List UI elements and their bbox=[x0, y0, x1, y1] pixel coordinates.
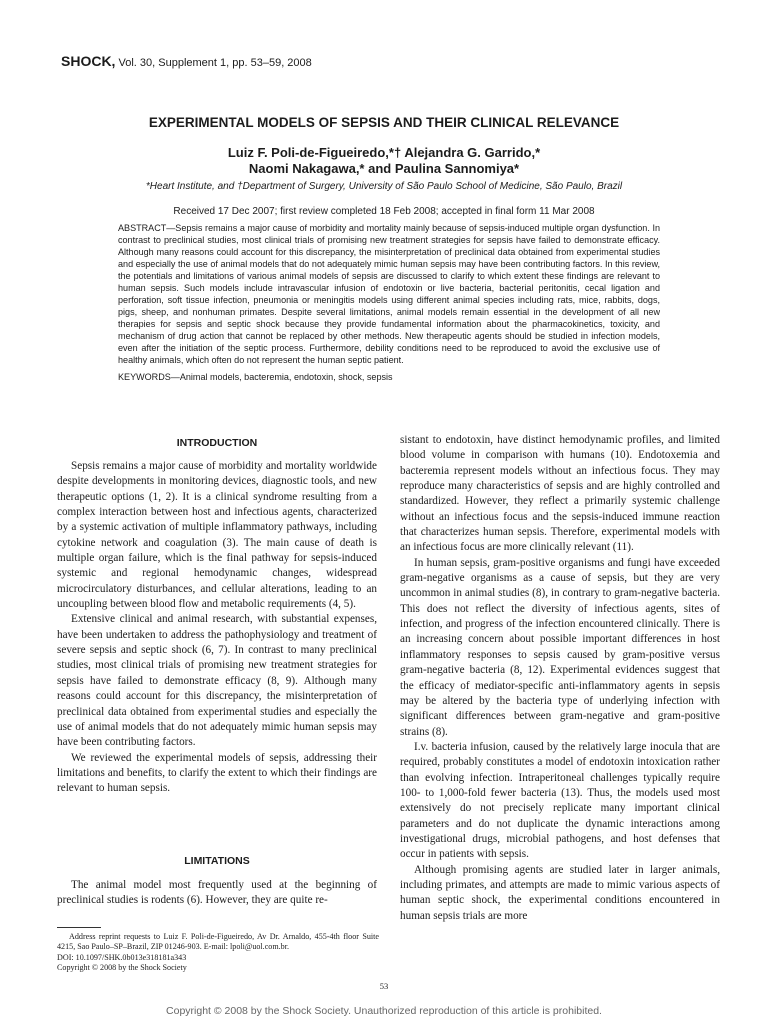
paragraph: I.v. bacteria infusion, caused by the relatively large inocula that are required, probably constitutes a model of endotoxin intoxication rather than evolving infection. Intraperitoneal challenges typically require 100- to 1,000-fold fewer bacteria (13). Thus, the models used most extensively do not precisely replicate many important clinical parameters and do not duplicate the dynamic interactions among investigational drugs, microbial pathogens, and host defenses that occur in patients with sepsis. bbox=[400, 740, 720, 861]
left-column-introduction bbox=[57, 459, 377, 797]
paragraph: Although promising agents are studied later in larger animals, including primates, and attempts are made to mimic various aspects of human septic shock, the experimental conditions encountered in human sepsis trials are more bbox=[400, 863, 720, 922]
paragraph: sistant to endotoxin, have distinct hemodynamic profiles, and limited blood volume in comparison with humans (10). Endotoxemia and bacteremia represent models without an infectious focus. They may reproduce many characteristics of sepsis and are highly controlled and standardized. However, they reflect a primarily systemic challenge without an infectious focus and the sepsis-induced immune reaction that characterizes human sepsis. Therefore, experimental models with an infectious focus are more clinically relevant (11). bbox=[400, 434, 720, 554]
paragraph: In human sepsis, gram-positive organisms and fungi have exceeded gram-negative organisms as a cause of sepsis, but they are very uncommon in animal studies (8), in contrary to gram-negative bacteria. This does not reflect the diversity of infectious agents, sites of infection, and progress of the infection encountered clinically. There is an increasing concern about possible important differences in host inflammatory responses to sepsis caused by gram-positive versus gram-negative bacteria (8, 12). Experimental evidences suggest that the efficacy of mediator-specific anti-inflammatory agents in sepsis may be altered by the bacteria type of underlying infection with significant differences between gram-negative and gram-positive strains (8). bbox=[400, 556, 720, 738]
journal-citation bbox=[61, 53, 312, 69]
footnote bbox=[57, 932, 379, 973]
author-line-2: Naomi Nakagawa,* and Paulina Sannomiya* bbox=[248, 161, 520, 176]
page-number: 53 bbox=[379, 981, 389, 991]
paragraph: The animal model most frequently used at the beginning of preclinical studies is rodents (6). However, they are quite re- bbox=[57, 879, 377, 907]
author-list bbox=[0, 145, 768, 177]
footnote-copyright: Copyright © 2008 by the Shock Society bbox=[57, 962, 187, 972]
left-column-limitations bbox=[57, 878, 377, 909]
volume-info: Vol. 30, Supplement 1, pp. 53–59, 2008 bbox=[115, 57, 312, 69]
journal-name: SHOCK, bbox=[61, 53, 116, 69]
received-dates: Received 17 Dec 2007; first review completed 18 Feb 2008; accepted in final form 11 Mar 2008 bbox=[173, 206, 595, 217]
footnote-divider bbox=[57, 927, 101, 928]
reprint-address: Address reprint requests to Luiz F. Poli-de-Figueiredo, Av Dr. Arnaldo, 455-4th floor Suite 4215, Sao Paulo–SP–Brazil, ZIP 01246-903. E-mail: lpoli@uol.com.br. bbox=[57, 932, 379, 952]
doi: DOI: 10.1097/SHK.0b013e318181a343 bbox=[57, 952, 187, 962]
abstract: ABSTRACT—Sepsis remains a major cause of morbidity and mortality mainly because of sepsis-induced multiple organ dysfunction. In contrast to preclinical studies, most clinical trials of promising new treatment strategies for sepsis have failed to demonstrate efficacy. Although many reasons could account for this discrepancy, the misinterpretation of preclinical data obtained from experimental studies and especially the use of animal models that do not adequately mimic human sepsis may have been contributing factors. In this review, the potentials and limitations of various animal models of sepsis are discussed to clarify to which extent these findings are relevant to human sepsis. Such models include intravascular infusion of endotoxin or live bacteria, bacterial peritonitis, cecal ligation and perforation, soft tissue infection, pneumonia or meningitis models using different animal species including rats, mice, rabbits, dogs, pigs, sheep, and nonhuman primates. Despite several limitations, animal models remain essential in the development of all new therapies for sepsis and septic shock because they provide fundamental information about the pharmacokinetics, toxicity, and mechanism of drug action that cannot be replaced by other methods. New therapeutic agents should be studied in infection models, even after the initiation of the septic process. Furthermore, debility conditions need to be reproduced to avoid the exclusive use of healthy animals, which often do not represent the human septic patient. bbox=[118, 223, 660, 365]
copyright-banner: Copyright © 2008 by the Shock Society. Unauthorized reproduction of this article is prohibited. bbox=[166, 1005, 602, 1017]
section-heading-limitations: LIMITATIONS bbox=[184, 855, 250, 867]
author-affiliation: *Heart Institute, and †Department of Surgery, University of São Paulo School of Medicine, São Paulo, Brazil bbox=[145, 181, 623, 192]
paragraph: Sepsis remains a major cause of morbidity and mortality worldwide despite developments in monitoring devices, diagnostic tools, and new therapeutic options (1, 2). It is a clinical syndrome resulting from a complex interaction between host and infectious agents, characterized by a systemic activation of multiple inflammatory pathways, including cytokine network and coagulation (3). The main cause of death is multiple organ failure, which is the final pathway for sepsis-induced systemic and regional hemodynamic changes, widespread microcirculatory disturbances, and cellular alterations, leading to an uncoupling between blood flow and metabolic requirements (4, 5). bbox=[57, 460, 377, 611]
paragraph: Extensive clinical and animal research, with substantial expenses, have been undertaken to address the pathophysiology and treatment of severe sepsis and septic shock (6, 7). In contrast to many preclinical studies, most clinical trials of promising new treatment strategies for sepsis have failed to demonstrate efficacy (8, 9). Although many reasons could account for this discrepancy, the misinterpretation of preclinical data obtained from experimental studies and especially the use of animal models that do not adequately mimic human sepsis may have been contributing factors. bbox=[57, 613, 377, 749]
paragraph: We reviewed the experimental models of sepsis, addressing their limitations and benefits, to clarify the extent to which their findings are relevant to human sepsis. bbox=[57, 751, 377, 795]
right-column bbox=[400, 433, 720, 924]
keywords: KEYWORDS—Animal models, bacteremia, endotoxin, shock, sepsis bbox=[118, 372, 393, 382]
paper-title: EXPERIMENTAL MODELS OF SEPSIS AND THEIR CLINICAL RELEVANCE bbox=[148, 115, 620, 130]
author-line-1: Luiz F. Poli-de-Figueiredo,*† Alejandra G. Garrido,* bbox=[227, 145, 541, 160]
section-heading-introduction: INTRODUCTION bbox=[176, 437, 258, 449]
